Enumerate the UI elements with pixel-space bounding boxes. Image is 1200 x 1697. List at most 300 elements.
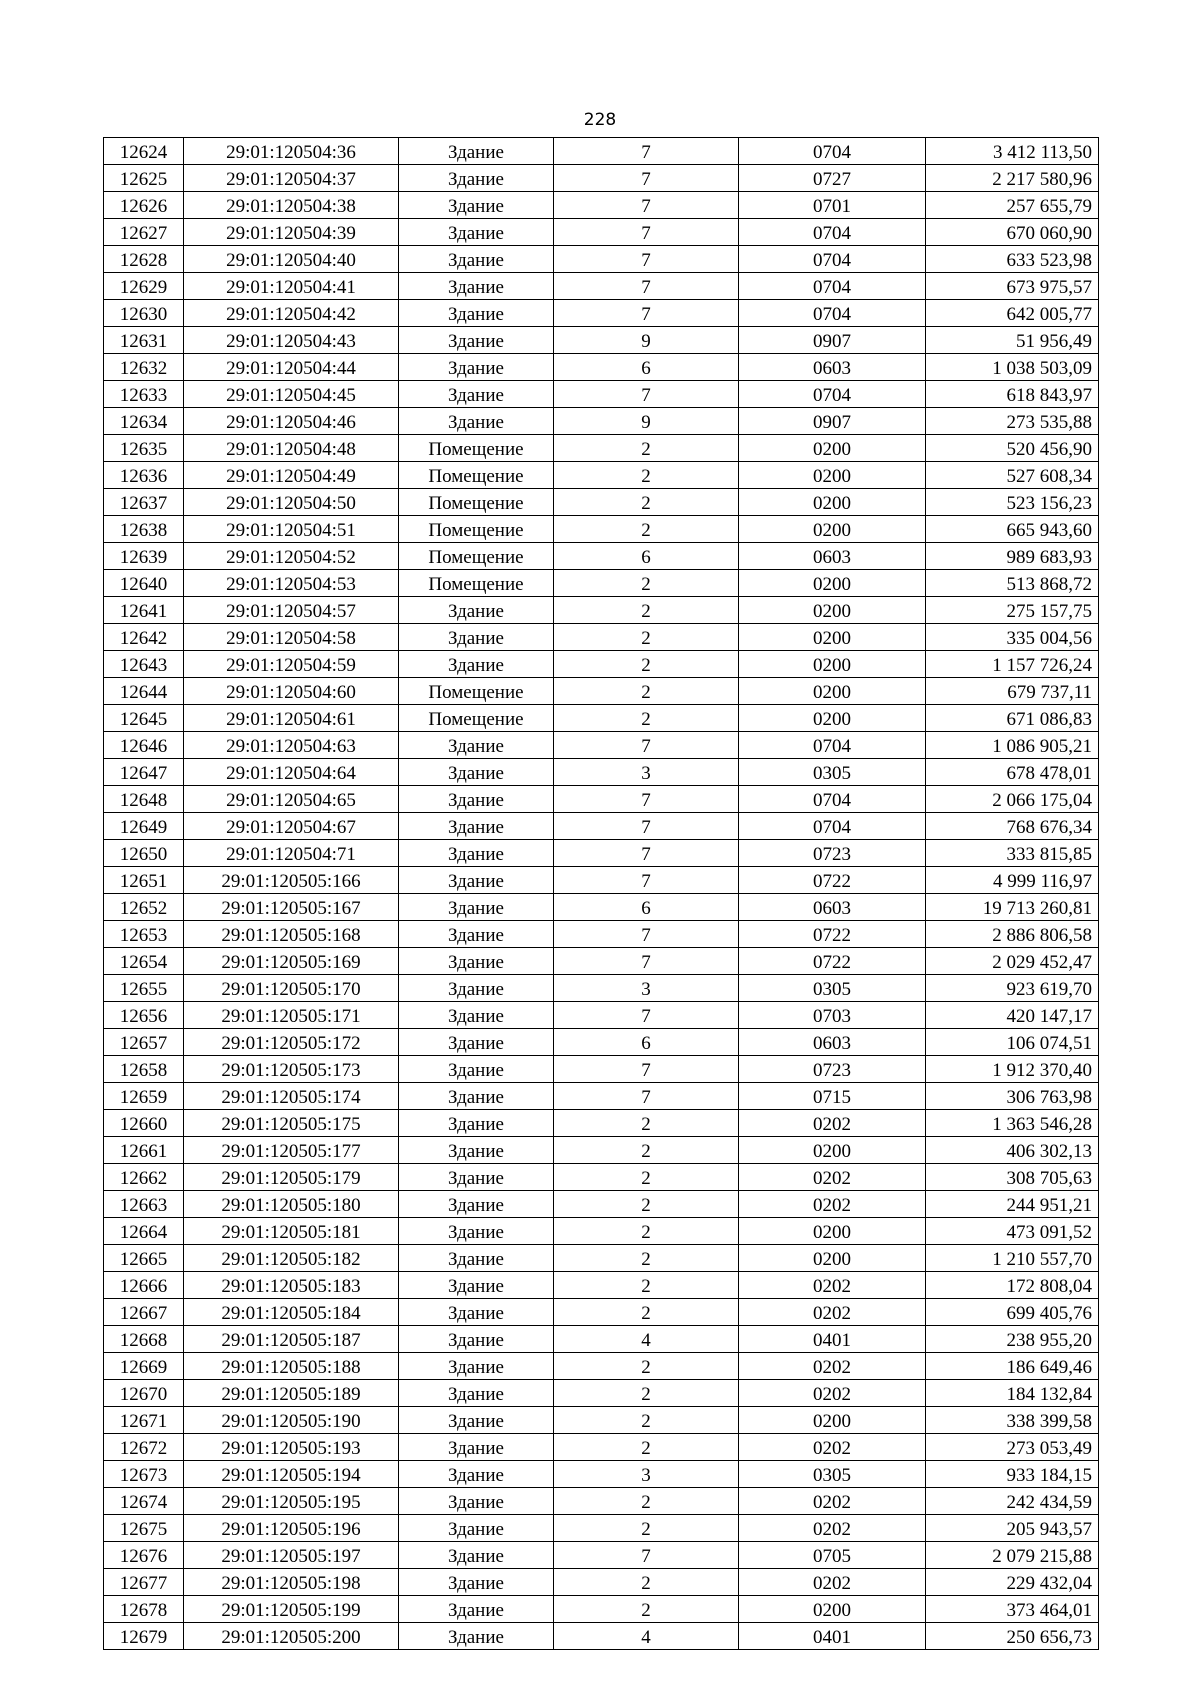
code-cell: 0603	[739, 1029, 926, 1056]
object-type-cell: Здание	[399, 1434, 554, 1461]
group-cell: 9	[554, 408, 739, 435]
cadastral-number-cell: 29:01:120505:172	[184, 1029, 399, 1056]
code-cell: 0202	[739, 1569, 926, 1596]
row-number-cell: 12640	[104, 570, 184, 597]
cadastral-value-cell: 1 157 726,24	[926, 651, 1099, 678]
row-number-cell: 12666	[104, 1272, 184, 1299]
group-cell: 2	[554, 1380, 739, 1407]
cadastral-value-cell: 186 649,46	[926, 1353, 1099, 1380]
code-cell: 0200	[739, 516, 926, 543]
group-cell: 7	[554, 273, 739, 300]
cadastral-value-cell: 373 464,01	[926, 1596, 1099, 1623]
cadastral-value-cell: 699 405,76	[926, 1299, 1099, 1326]
cadastral-number-cell: 29:01:120505:193	[184, 1434, 399, 1461]
cadastral-value-cell: 665 943,60	[926, 516, 1099, 543]
table-row	[104, 1407, 1099, 1434]
cadastral-value-cell: 633 523,98	[926, 246, 1099, 273]
group-cell: 2	[554, 1272, 739, 1299]
group-cell: 4	[554, 1326, 739, 1353]
table-row	[104, 1569, 1099, 1596]
row-number-cell: 12629	[104, 273, 184, 300]
object-type-cell: Здание	[399, 1218, 554, 1245]
object-type-cell: Здание	[399, 1002, 554, 1029]
cadastral-value-cell: 244 951,21	[926, 1191, 1099, 1218]
cadastral-value-cell: 335 004,56	[926, 624, 1099, 651]
cadastral-value-cell: 184 132,84	[926, 1380, 1099, 1407]
code-cell: 0723	[739, 1056, 926, 1083]
object-type-cell: Здание	[399, 597, 554, 624]
code-cell: 0200	[739, 462, 926, 489]
cadastral-value-cell: 229 432,04	[926, 1569, 1099, 1596]
table-row	[104, 408, 1099, 435]
cadastral-number-cell: 29:01:120504:71	[184, 840, 399, 867]
group-cell: 2	[554, 462, 739, 489]
cadastral-value-cell: 520 456,90	[926, 435, 1099, 462]
cadastral-value-cell: 670 060,90	[926, 219, 1099, 246]
cadastral-number-cell: 29:01:120505:182	[184, 1245, 399, 1272]
table-row	[104, 192, 1099, 219]
cadastral-number-cell: 29:01:120505:197	[184, 1542, 399, 1569]
cadastral-value-cell: 513 868,72	[926, 570, 1099, 597]
code-cell: 0305	[739, 1461, 926, 1488]
cadastral-number-cell: 29:01:120505:199	[184, 1596, 399, 1623]
cadastral-value-cell: 2 886 806,58	[926, 921, 1099, 948]
cadastral-value-cell: 51 956,49	[926, 327, 1099, 354]
cadastral-number-cell: 29:01:120504:36	[184, 138, 399, 165]
cadastral-number-cell: 29:01:120504:48	[184, 435, 399, 462]
cadastral-value-cell: 2 217 580,96	[926, 165, 1099, 192]
group-cell: 2	[554, 489, 739, 516]
cadastral-value-cell: 238 955,20	[926, 1326, 1099, 1353]
table-row	[104, 273, 1099, 300]
table-row	[104, 1461, 1099, 1488]
code-cell: 0727	[739, 165, 926, 192]
table-row	[104, 975, 1099, 1002]
row-number-cell: 12649	[104, 813, 184, 840]
cadastral-number-cell: 29:01:120505:179	[184, 1164, 399, 1191]
table-row	[104, 219, 1099, 246]
code-cell: 0704	[739, 786, 926, 813]
table-row	[104, 1218, 1099, 1245]
code-cell: 0704	[739, 813, 926, 840]
cadastral-value-cell: 2 066 175,04	[926, 786, 1099, 813]
cadastral-number-cell: 29:01:120504:52	[184, 543, 399, 570]
object-type-cell: Здание	[399, 1515, 554, 1542]
cadastral-number-cell: 29:01:120505:170	[184, 975, 399, 1002]
table-row	[104, 1299, 1099, 1326]
group-cell: 7	[554, 300, 739, 327]
object-type-cell: Здание	[399, 1029, 554, 1056]
code-cell: 0202	[739, 1191, 926, 1218]
table-row	[104, 489, 1099, 516]
code-cell: 0202	[739, 1299, 926, 1326]
cadastral-value-cell: 1 363 546,28	[926, 1110, 1099, 1137]
cadastral-number-cell: 29:01:120504:38	[184, 192, 399, 219]
cadastral-number-cell: 29:01:120505:167	[184, 894, 399, 921]
cadastral-value-cell: 333 815,85	[926, 840, 1099, 867]
code-cell: 0202	[739, 1434, 926, 1461]
code-cell: 0202	[739, 1515, 926, 1542]
object-type-cell: Здание	[399, 408, 554, 435]
object-type-cell: Здание	[399, 1569, 554, 1596]
code-cell: 0603	[739, 894, 926, 921]
cadastral-value-cell: 679 737,11	[926, 678, 1099, 705]
group-cell: 2	[554, 705, 739, 732]
row-number-cell: 12632	[104, 354, 184, 381]
object-type-cell: Здание	[399, 1083, 554, 1110]
cadastral-value-cell: 523 156,23	[926, 489, 1099, 516]
table-row	[104, 867, 1099, 894]
cadastral-number-cell: 29:01:120504:61	[184, 705, 399, 732]
cadastral-number-cell: 29:01:120504:37	[184, 165, 399, 192]
table-row	[104, 435, 1099, 462]
cadastral-value-cell: 527 608,34	[926, 462, 1099, 489]
row-number-cell: 12638	[104, 516, 184, 543]
cadastral-value-cell: 2 079 215,88	[926, 1542, 1099, 1569]
row-number-cell: 12679	[104, 1623, 184, 1650]
object-type-cell: Здание	[399, 867, 554, 894]
cadastral-value-cell: 3 412 113,50	[926, 138, 1099, 165]
code-cell: 0202	[739, 1272, 926, 1299]
group-cell: 2	[554, 1245, 739, 1272]
code-cell: 0907	[739, 408, 926, 435]
code-cell: 0202	[739, 1380, 926, 1407]
group-cell: 7	[554, 840, 739, 867]
group-cell: 2	[554, 570, 739, 597]
cadastral-value-cell: 1 038 503,09	[926, 354, 1099, 381]
code-cell: 0200	[739, 1596, 926, 1623]
code-cell: 0401	[739, 1623, 926, 1650]
code-cell: 0703	[739, 1002, 926, 1029]
cadastral-value-table	[103, 137, 1099, 1650]
object-type-cell: Помещение	[399, 462, 554, 489]
code-cell: 0202	[739, 1164, 926, 1191]
table-row	[104, 543, 1099, 570]
object-type-cell: Здание	[399, 840, 554, 867]
row-number-cell: 12655	[104, 975, 184, 1002]
cadastral-number-cell: 29:01:120505:190	[184, 1407, 399, 1434]
cadastral-value-cell: 406 302,13	[926, 1137, 1099, 1164]
code-cell: 0200	[739, 651, 926, 678]
code-cell: 0704	[739, 246, 926, 273]
object-type-cell: Здание	[399, 894, 554, 921]
code-cell: 0200	[739, 570, 926, 597]
page-number: 228	[583, 110, 617, 130]
group-cell: 3	[554, 975, 739, 1002]
object-type-cell: Здание	[399, 921, 554, 948]
code-cell: 0200	[739, 489, 926, 516]
table-row	[104, 1380, 1099, 1407]
row-number-cell: 12643	[104, 651, 184, 678]
row-number-cell: 12631	[104, 327, 184, 354]
cadastral-number-cell: 29:01:120504:50	[184, 489, 399, 516]
cadastral-value-cell: 275 157,75	[926, 597, 1099, 624]
group-cell: 7	[554, 165, 739, 192]
code-cell: 0715	[739, 1083, 926, 1110]
row-number-cell: 12635	[104, 435, 184, 462]
row-number-cell: 12659	[104, 1083, 184, 1110]
cadastral-number-cell: 29:01:120505:194	[184, 1461, 399, 1488]
table-row	[104, 840, 1099, 867]
object-type-cell: Помещение	[399, 543, 554, 570]
object-type-cell: Здание	[399, 651, 554, 678]
cadastral-value-cell: 923 619,70	[926, 975, 1099, 1002]
row-number-cell: 12654	[104, 948, 184, 975]
row-number-cell: 12671	[104, 1407, 184, 1434]
cadastral-number-cell: 29:01:120504:60	[184, 678, 399, 705]
cadastral-value-cell: 273 053,49	[926, 1434, 1099, 1461]
object-type-cell: Здание	[399, 165, 554, 192]
table-row	[104, 1623, 1099, 1650]
table-row	[104, 1353, 1099, 1380]
object-type-cell: Здание	[399, 1326, 554, 1353]
object-type-cell: Здание	[399, 1299, 554, 1326]
cadastral-value-cell: 2 029 452,47	[926, 948, 1099, 975]
code-cell: 0704	[739, 219, 926, 246]
cadastral-value-cell: 420 147,17	[926, 1002, 1099, 1029]
row-number-cell: 12627	[104, 219, 184, 246]
group-cell: 7	[554, 921, 739, 948]
object-type-cell: Здание	[399, 1542, 554, 1569]
row-number-cell: 12634	[104, 408, 184, 435]
table-row	[104, 759, 1099, 786]
cadastral-value-cell: 768 676,34	[926, 813, 1099, 840]
code-cell: 0200	[739, 1218, 926, 1245]
row-number-cell: 12648	[104, 786, 184, 813]
table-row	[104, 1326, 1099, 1353]
object-type-cell: Здание	[399, 1407, 554, 1434]
object-type-cell: Здание	[399, 1596, 554, 1623]
code-cell: 0200	[739, 435, 926, 462]
object-type-cell: Здание	[399, 1380, 554, 1407]
row-number-cell: 12675	[104, 1515, 184, 1542]
cadastral-value-cell: 678 478,01	[926, 759, 1099, 786]
group-cell: 2	[554, 597, 739, 624]
table-row	[104, 624, 1099, 651]
row-number-cell: 12628	[104, 246, 184, 273]
code-cell: 0200	[739, 1407, 926, 1434]
row-number-cell: 12644	[104, 678, 184, 705]
cadastral-value-cell: 1 210 557,70	[926, 1245, 1099, 1272]
row-number-cell: 12645	[104, 705, 184, 732]
cadastral-number-cell: 29:01:120504:46	[184, 408, 399, 435]
code-cell: 0200	[739, 597, 926, 624]
row-number-cell: 12652	[104, 894, 184, 921]
object-type-cell: Здание	[399, 786, 554, 813]
table-row	[104, 1164, 1099, 1191]
row-number-cell: 12662	[104, 1164, 184, 1191]
cadastral-number-cell: 29:01:120504:40	[184, 246, 399, 273]
code-cell: 0704	[739, 300, 926, 327]
cadastral-number-cell: 29:01:120505:175	[184, 1110, 399, 1137]
table-row	[104, 381, 1099, 408]
cadastral-value-cell: 242 434,59	[926, 1488, 1099, 1515]
cadastral-number-cell: 29:01:120505:198	[184, 1569, 399, 1596]
cadastral-number-cell: 29:01:120504:59	[184, 651, 399, 678]
table-row	[104, 894, 1099, 921]
table-row	[104, 1515, 1099, 1542]
cadastral-number-cell: 29:01:120504:67	[184, 813, 399, 840]
cadastral-number-cell: 29:01:120504:49	[184, 462, 399, 489]
cadastral-value-cell: 338 399,58	[926, 1407, 1099, 1434]
group-cell: 7	[554, 813, 739, 840]
cadastral-value-cell: 172 808,04	[926, 1272, 1099, 1299]
table-row	[104, 1434, 1099, 1461]
cadastral-number-cell: 29:01:120504:43	[184, 327, 399, 354]
table-row	[104, 1245, 1099, 1272]
object-type-cell: Здание	[399, 1272, 554, 1299]
cadastral-number-cell: 29:01:120504:63	[184, 732, 399, 759]
row-number-cell: 12642	[104, 624, 184, 651]
group-cell: 2	[554, 516, 739, 543]
group-cell: 6	[554, 894, 739, 921]
table-row	[104, 1110, 1099, 1137]
object-type-cell: Здание	[399, 1353, 554, 1380]
cadastral-number-cell: 29:01:120504:51	[184, 516, 399, 543]
object-type-cell: Помещение	[399, 516, 554, 543]
cadastral-number-cell: 29:01:120504:39	[184, 219, 399, 246]
cadastral-number-cell: 29:01:120505:181	[184, 1218, 399, 1245]
object-type-cell: Здание	[399, 732, 554, 759]
row-number-cell: 12664	[104, 1218, 184, 1245]
row-number-cell: 12641	[104, 597, 184, 624]
cadastral-value-cell: 671 086,83	[926, 705, 1099, 732]
object-type-cell: Здание	[399, 219, 554, 246]
code-cell: 0704	[739, 273, 926, 300]
object-type-cell: Здание	[399, 975, 554, 1002]
row-number-cell: 12665	[104, 1245, 184, 1272]
row-number-cell: 12663	[104, 1191, 184, 1218]
group-cell: 6	[554, 543, 739, 570]
code-cell: 0705	[739, 1542, 926, 1569]
code-cell: 0200	[739, 624, 926, 651]
table-row	[104, 678, 1099, 705]
object-type-cell: Здание	[399, 1461, 554, 1488]
cadastral-value-cell: 205 943,57	[926, 1515, 1099, 1542]
cadastral-value-cell: 642 005,77	[926, 300, 1099, 327]
table-row	[104, 651, 1099, 678]
group-cell: 2	[554, 678, 739, 705]
cadastral-number-cell: 29:01:120504:53	[184, 570, 399, 597]
code-cell: 0603	[739, 543, 926, 570]
cadastral-value-cell: 933 184,15	[926, 1461, 1099, 1488]
cadastral-number-cell: 29:01:120505:183	[184, 1272, 399, 1299]
row-number-cell: 12657	[104, 1029, 184, 1056]
cadastral-number-cell: 29:01:120505:187	[184, 1326, 399, 1353]
table-row	[104, 300, 1099, 327]
table-row	[104, 246, 1099, 273]
cadastral-value-cell: 273 535,88	[926, 408, 1099, 435]
cadastral-number-cell: 29:01:120504:41	[184, 273, 399, 300]
row-number-cell: 12636	[104, 462, 184, 489]
row-number-cell: 12669	[104, 1353, 184, 1380]
group-cell: 2	[554, 1137, 739, 1164]
code-cell: 0305	[739, 975, 926, 1002]
table-row	[104, 732, 1099, 759]
code-cell: 0401	[739, 1326, 926, 1353]
cadastral-number-cell: 29:01:120505:195	[184, 1488, 399, 1515]
code-cell: 0722	[739, 867, 926, 894]
object-type-cell: Здание	[399, 948, 554, 975]
table-row	[104, 597, 1099, 624]
table-row	[104, 1272, 1099, 1299]
table-row	[104, 327, 1099, 354]
table-row	[104, 1542, 1099, 1569]
object-type-cell: Здание	[399, 1137, 554, 1164]
row-number-cell: 12670	[104, 1380, 184, 1407]
code-cell: 0704	[739, 732, 926, 759]
table-row	[104, 1596, 1099, 1623]
object-type-cell: Здание	[399, 381, 554, 408]
table-row	[104, 1488, 1099, 1515]
cadastral-number-cell: 29:01:120505:184	[184, 1299, 399, 1326]
group-cell: 7	[554, 948, 739, 975]
table-row	[104, 948, 1099, 975]
table-row	[104, 165, 1099, 192]
object-type-cell: Здание	[399, 1191, 554, 1218]
cadastral-value-cell: 306 763,98	[926, 1083, 1099, 1110]
object-type-cell: Помещение	[399, 705, 554, 732]
object-type-cell: Здание	[399, 1623, 554, 1650]
table-row	[104, 786, 1099, 813]
object-type-cell: Здание	[399, 1056, 554, 1083]
group-cell: 2	[554, 1434, 739, 1461]
code-cell: 0200	[739, 678, 926, 705]
row-number-cell: 12676	[104, 1542, 184, 1569]
row-number-cell: 12668	[104, 1326, 184, 1353]
table-body	[104, 138, 1099, 1650]
object-type-cell: Помещение	[399, 678, 554, 705]
object-type-cell: Помещение	[399, 570, 554, 597]
group-cell: 7	[554, 246, 739, 273]
cadastral-number-cell: 29:01:120504:65	[184, 786, 399, 813]
cadastral-number-cell: 29:01:120504:58	[184, 624, 399, 651]
cadastral-number-cell: 29:01:120505:171	[184, 1002, 399, 1029]
group-cell: 2	[554, 1596, 739, 1623]
row-number-cell: 12672	[104, 1434, 184, 1461]
cadastral-value-cell: 250 656,73	[926, 1623, 1099, 1650]
row-number-cell: 12656	[104, 1002, 184, 1029]
group-cell: 7	[554, 1083, 739, 1110]
group-cell: 2	[554, 1569, 739, 1596]
object-type-cell: Здание	[399, 192, 554, 219]
table-row	[104, 705, 1099, 732]
object-type-cell: Здание	[399, 327, 554, 354]
cadastral-number-cell: 29:01:120504:42	[184, 300, 399, 327]
object-type-cell: Здание	[399, 138, 554, 165]
row-number-cell: 12653	[104, 921, 184, 948]
table-row	[104, 1002, 1099, 1029]
object-type-cell: Здание	[399, 246, 554, 273]
row-number-cell: 12673	[104, 1461, 184, 1488]
cadastral-number-cell: 29:01:120505:173	[184, 1056, 399, 1083]
cadastral-number-cell: 29:01:120505:168	[184, 921, 399, 948]
cadastral-number-cell: 29:01:120505:166	[184, 867, 399, 894]
object-type-cell: Здание	[399, 1164, 554, 1191]
cadastral-number-cell: 29:01:120505:180	[184, 1191, 399, 1218]
cadastral-value-cell: 257 655,79	[926, 192, 1099, 219]
code-cell: 0200	[739, 705, 926, 732]
object-type-cell: Здание	[399, 300, 554, 327]
group-cell: 6	[554, 354, 739, 381]
object-type-cell: Здание	[399, 1488, 554, 1515]
code-cell: 0722	[739, 948, 926, 975]
group-cell: 2	[554, 1164, 739, 1191]
object-type-cell: Здание	[399, 1245, 554, 1272]
group-cell: 7	[554, 138, 739, 165]
table-row	[104, 1056, 1099, 1083]
code-cell: 0603	[739, 354, 926, 381]
